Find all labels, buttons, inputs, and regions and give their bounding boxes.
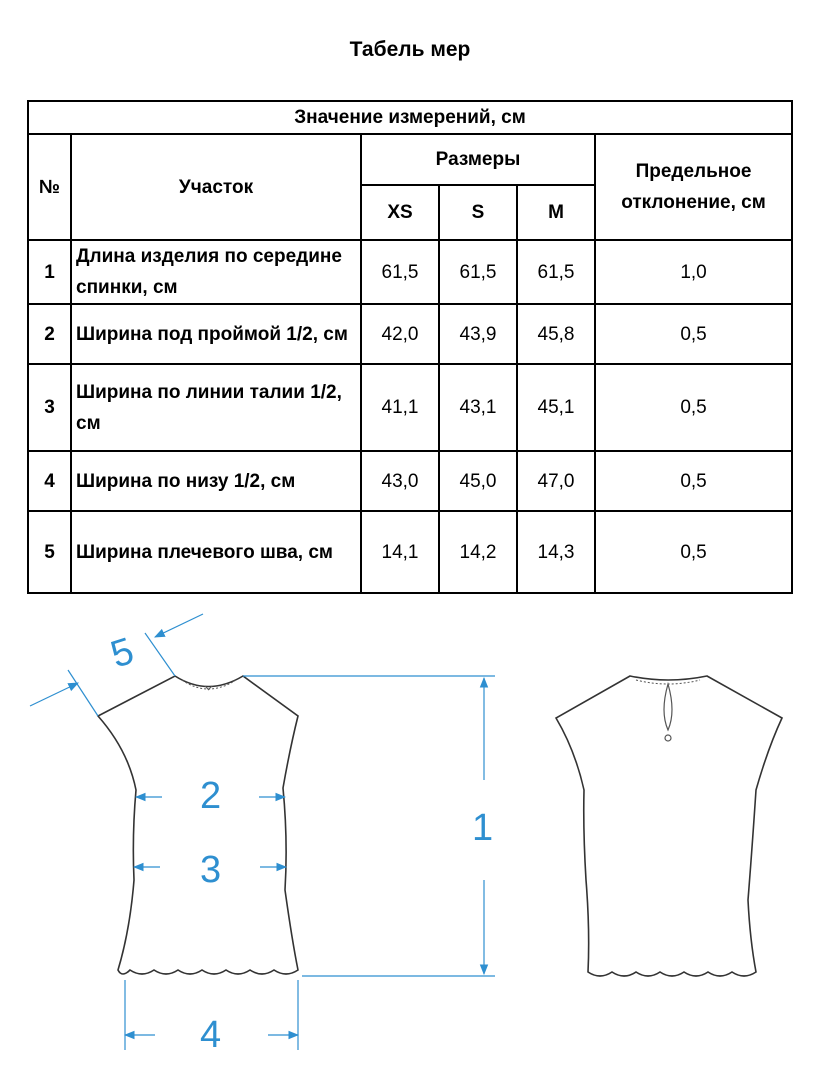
- row-s: 43,1: [439, 364, 517, 451]
- row-xs: 14,1: [361, 511, 439, 593]
- row-s: 43,9: [439, 304, 517, 364]
- measurement-table: [27, 100, 793, 594]
- page-title: Табель мер: [349, 38, 471, 61]
- row-tolerance: 0,5: [595, 511, 792, 593]
- label-hem: 4: [200, 1014, 222, 1056]
- row-tolerance: 0,5: [595, 304, 792, 364]
- size-header-s: S: [439, 185, 517, 240]
- row-xs: 43,0: [361, 451, 439, 511]
- table-row: [28, 451, 792, 511]
- table-row: [28, 364, 792, 451]
- row-no: 1: [28, 240, 71, 304]
- row-no: 2: [28, 304, 71, 364]
- row-tolerance: 1,0: [595, 240, 792, 304]
- row-no: 5: [28, 511, 71, 593]
- row-tolerance: 0,5: [595, 451, 792, 511]
- table-row: [28, 304, 792, 364]
- col-part-header: Участок: [71, 134, 361, 240]
- table-row: [28, 240, 792, 304]
- row-s: 14,2: [439, 511, 517, 593]
- size-header-m: M: [517, 185, 595, 240]
- row-no: 4: [28, 451, 71, 511]
- col-no-header: №: [28, 134, 71, 240]
- row-part: Длина изделия по середине спинки, см: [71, 240, 361, 304]
- row-part: Ширина по линии талии 1/2, см: [71, 364, 361, 451]
- label-shoulder: 5: [105, 630, 139, 677]
- row-xs: 41,1: [361, 364, 439, 451]
- front-view: [98, 676, 298, 974]
- row-m: 45,8: [517, 304, 595, 364]
- label-waist: 3: [200, 849, 222, 891]
- back-view: [556, 676, 782, 976]
- row-no: 3: [28, 364, 71, 451]
- row-part: Ширина под проймой 1/2, см: [71, 304, 361, 364]
- row-part: Ширина плечевого шва, см: [71, 511, 361, 593]
- col-tolerance-header: Предельное отклонение, см: [595, 134, 792, 240]
- row-xs: 61,5: [361, 240, 439, 304]
- row-m: 61,5: [517, 240, 595, 304]
- row-m: 47,0: [517, 451, 595, 511]
- row-tolerance: 0,5: [595, 364, 792, 451]
- label-length: 1: [472, 807, 494, 849]
- row-m: 45,1: [517, 364, 595, 451]
- garment-diagram: [0, 600, 820, 1080]
- col-sizes-header: Размеры: [361, 134, 595, 185]
- front-outline: [98, 676, 298, 974]
- row-m: 14,3: [517, 511, 595, 593]
- row-s: 45,0: [439, 451, 517, 511]
- table-row: [28, 511, 792, 593]
- size-header-xs: XS: [361, 185, 439, 240]
- label-chest: 2: [200, 775, 222, 817]
- row-xs: 42,0: [361, 304, 439, 364]
- table-group-header: Значение измерений, см: [28, 101, 792, 134]
- back-outline: [556, 676, 782, 976]
- row-s: 61,5: [439, 240, 517, 304]
- row-part: Ширина по низу 1/2, см: [71, 451, 361, 511]
